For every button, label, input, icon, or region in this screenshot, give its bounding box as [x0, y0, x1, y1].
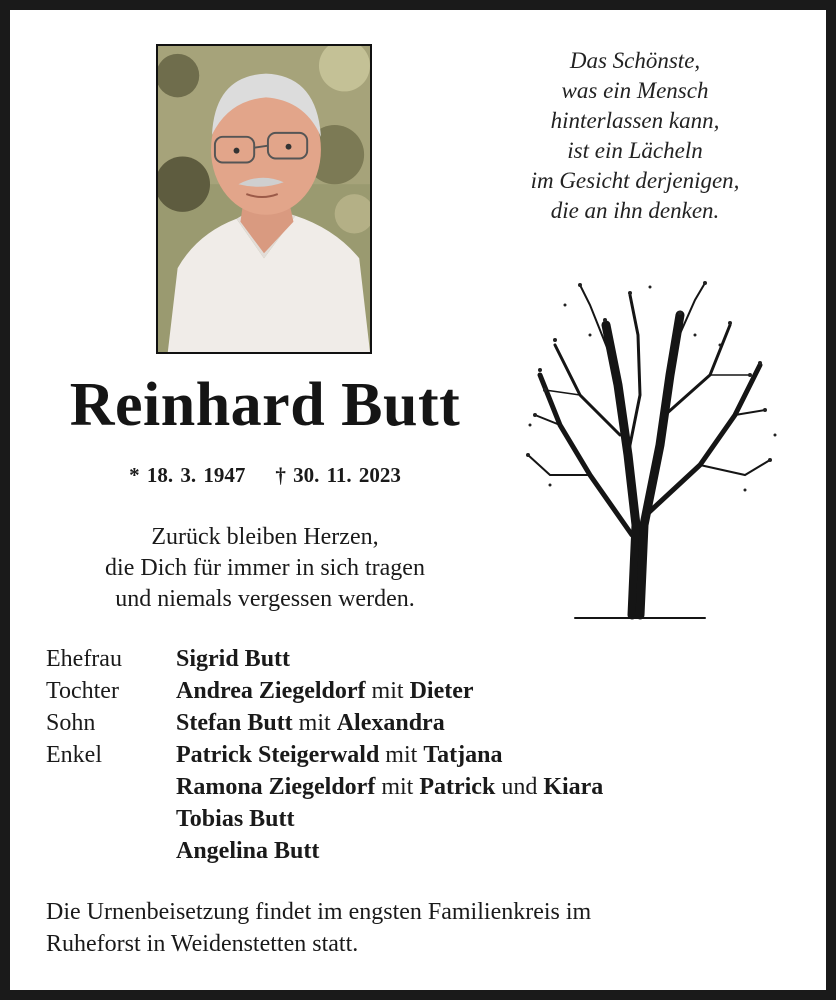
verse-line: und niemals vergessen werden.	[115, 586, 415, 612]
burial-notice	[46, 896, 806, 960]
relation-label: Ehefrau	[46, 646, 122, 672]
partner-name: Tatjana	[423, 742, 503, 768]
family-member-name: Patrick Steigerwald	[176, 742, 380, 768]
relation-label: Tochter	[46, 678, 119, 704]
birth-date: * 18. 3. 1947	[129, 463, 246, 487]
partner-name: Kiara	[543, 774, 604, 800]
burial-notice-line: Ruheforst in Weidenstetten statt.	[46, 931, 359, 957]
tree-illustration	[520, 275, 780, 625]
family-row	[46, 771, 603, 803]
burial-notice-line: Die Urnenbeisetzung findet im engsten Familienkreis im	[46, 899, 592, 925]
relation-label: Enkel	[46, 742, 102, 768]
family-row	[46, 739, 603, 771]
und-word: und	[501, 774, 538, 800]
family-member-name: Andrea Ziegeldorf	[176, 678, 366, 704]
relation-label	[46, 771, 176, 803]
life-dates	[40, 463, 490, 488]
quote-line: im Gesicht derjenigen,	[530, 168, 740, 193]
partner-name: Alexandra	[336, 710, 445, 736]
verse-line: Zurück bleiben Herzen,	[151, 524, 379, 550]
partner-name: Patrick	[419, 774, 496, 800]
quote-line: hinterlassen kann,	[550, 108, 720, 133]
relation-label: Sohn	[46, 710, 96, 736]
portrait-photo	[156, 44, 372, 354]
mit-word: mit	[371, 678, 404, 704]
mit-word: mit	[385, 742, 418, 768]
deceased-name: Reinhard Butt	[69, 371, 461, 439]
family-list	[46, 643, 603, 867]
verse-line: die Dich für immer in sich tragen	[105, 555, 425, 581]
relation-label	[46, 803, 176, 835]
family-member-name: Tobias Butt	[176, 806, 295, 832]
quote-line: was ein Mensch	[561, 78, 709, 103]
family-row	[46, 643, 603, 675]
quote-line: ist ein Lächeln	[567, 138, 703, 163]
partner-name: Dieter	[409, 678, 474, 704]
memorial-verse	[40, 522, 490, 615]
family-member-name: Angelina Butt	[176, 838, 320, 864]
family-member-name: Stefan Butt	[176, 710, 293, 736]
quote-line: Das Schönste,	[569, 48, 701, 73]
portrait-image	[158, 46, 370, 352]
family-row	[46, 803, 603, 835]
family-row	[46, 707, 603, 739]
family-member-name: Sigrid Butt	[176, 646, 291, 672]
quote-line: die an ihn denken.	[550, 198, 720, 223]
mit-word: mit	[298, 710, 331, 736]
family-row	[46, 835, 603, 867]
relation-label	[46, 835, 176, 867]
obituary-card	[10, 10, 826, 990]
family-row	[46, 675, 603, 707]
family-member-name: Ramona Ziegeldorf	[176, 774, 376, 800]
mit-word: mit	[381, 774, 414, 800]
memorial-quote	[480, 46, 790, 226]
death-date: † 30. 11. 2023	[275, 463, 401, 487]
